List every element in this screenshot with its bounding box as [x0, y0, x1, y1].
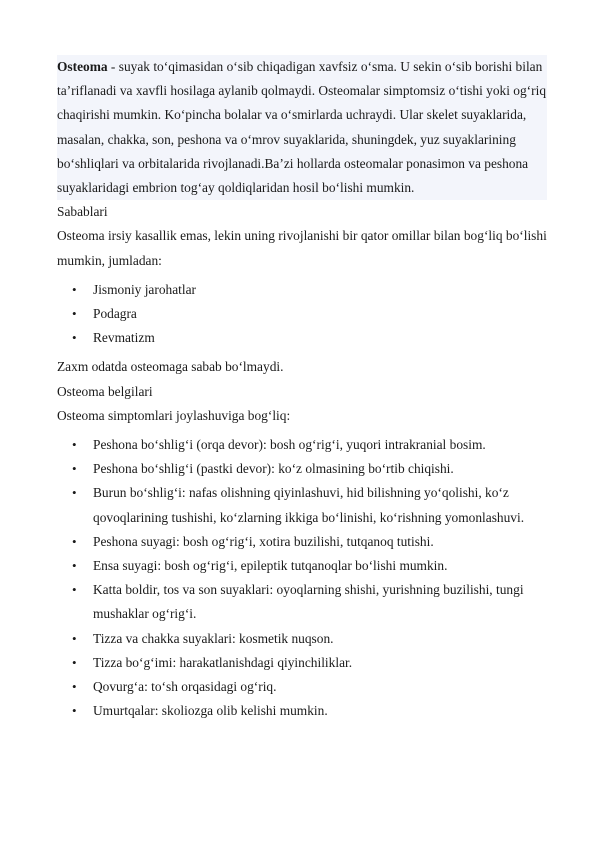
list-item: • Peshona bo‘shlig‘i (orqa devor): bosh og‘rig‘i, yuqori intrakranial bosim. — [57, 433, 547, 457]
list-item: • Podagra — [57, 302, 547, 326]
list-item: • Tizza va chakka suyaklari: kosmetik nuqson. — [57, 627, 547, 651]
list-item: • Qovurg‘a: to‘sh orqasidagi og‘riq. — [57, 675, 547, 699]
signs-heading: Osteoma belgilari — [57, 383, 153, 399]
signs-list — [57, 433, 547, 723]
intro-paragraph — [57, 55, 547, 200]
document-body — [57, 55, 547, 728]
list-item: • Katta boldir, tos va son suyaklari: oyoqlarning shishi, yurishning buzilishi, tungi mushaklar og‘rig‘i. — [57, 578, 547, 626]
causes-lead: Osteoma irsiy kasallik emas, lekin uning rivojlanishi bir qator omillar bilan bog‘liq bo‘lishi mumkin, jumladan: — [57, 228, 547, 268]
list-item: • Tizza bo‘g‘imi: harakatlanishdagi qiyinchiliklar. — [57, 651, 547, 675]
intro-term: Osteoma — [57, 59, 108, 74]
list-item: • Ensa suyagi: bosh og‘rig‘i, epileptik tutqanoqlar bo‘lishi mumkin. — [57, 554, 547, 578]
causes-list — [57, 278, 547, 351]
intro-text: - suyak to‘qimasidan o‘sib chiqadigan xavfsiz o‘sma. U sekin o‘sib borishi bilan ta’riflanadi va xavfli hosilaga aylanib qolmaydi. Osteomalar simptomsiz o‘tishi yoki og‘riq chaqirishi mumkin. Ko‘pincha bolalar va o‘smirlarda uchraydi. Ular skelet suyaklarida, masalan, chakka, son, peshona va o‘mrov suyaklarida, shuningdek, yuz suyaklarining bo‘shliqlari va orbitalarida rivojlanadi.Ba’zi hollarda osteomalar ponasimon va peshona suyaklaridagi embrion tog‘ay qoldiqlaridan hosil bo‘lishi mumkin. — [57, 59, 547, 196]
list-item: • Umurtqalar: skoliozga olib kelishi mumkin. — [57, 699, 547, 723]
causes-note: Zaxm odatda osteomaga sabab bo‘lmaydi. — [57, 359, 284, 375]
list-item: • Jismoniy jarohatlar — [57, 278, 547, 302]
list-item: • Peshona bo‘shlig‘i (pastki devor): ko‘z olmasining bo‘rtib chiqishi. — [57, 457, 547, 481]
causes-heading: Sabablari — [57, 204, 108, 220]
list-item: • Revmatizm — [57, 326, 547, 350]
list-item: • Burun bo‘shlig‘i: nafas olishning qiyinlashuvi, hid bilishning yo‘qolishi, ko‘z qovoqlarining tushishi, ko‘zlarning ikkiga bo‘linishi, ko‘rishning yomonlashuvi. — [57, 481, 547, 529]
signs-lead: Osteoma simptomlari joylashuviga bog‘liq: — [57, 407, 291, 423]
list-item: • Peshona suyagi: bosh og‘rig‘i, xotira buzilishi, tutqanoq tutishi. — [57, 530, 547, 554]
